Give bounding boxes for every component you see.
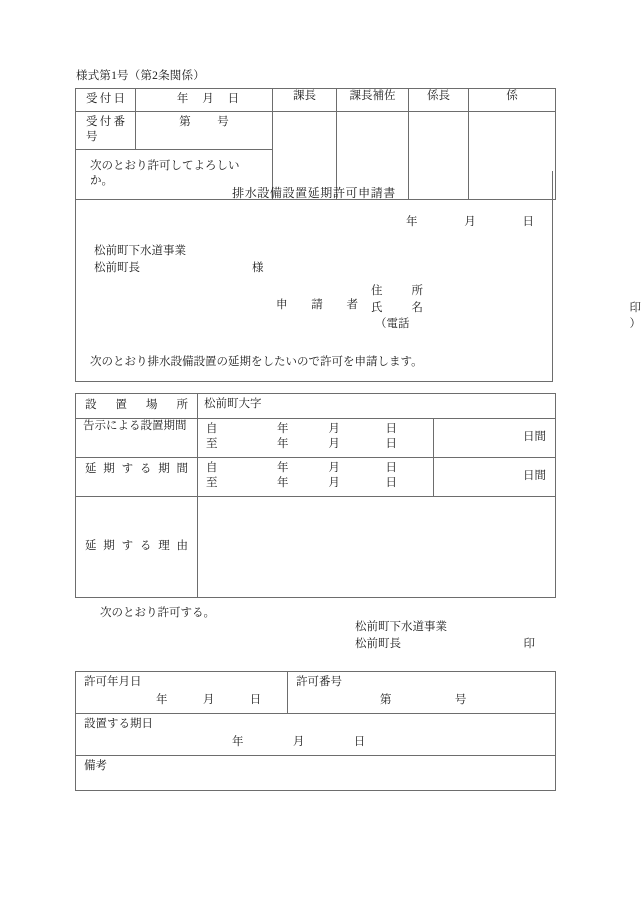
permit-table <box>75 671 556 791</box>
application-date[interactable] <box>406 213 534 229</box>
table-row <box>76 457 556 496</box>
application-statement: 次のとおり排水設備設置の延期をしたいので許可を申請します。 <box>90 356 423 368</box>
permission-seal-icon: 印 <box>523 638 535 651</box>
permission-signer-title: 松前町長 <box>355 638 401 651</box>
install-date-year: 年 <box>232 735 244 748</box>
table-row <box>76 394 556 419</box>
applicant-name-row[interactable] <box>371 300 641 317</box>
install-date-value <box>84 735 547 751</box>
approval-question-text: 次のとおり許可してよろしいか。 <box>90 159 240 188</box>
page-title: 排水設備設置延期許可申請書 <box>232 186 396 200</box>
applicant-address-label: 住所 <box>371 285 423 297</box>
extension-period-to-year: 年 <box>277 477 289 490</box>
permission-statement: 次のとおり許可する。 <box>100 607 215 619</box>
receipt-date-day: 日 <box>227 93 240 105</box>
reason-label-cell <box>76 496 198 597</box>
receipt-date-label-cell <box>76 89 136 112</box>
reason-value <box>198 497 555 503</box>
form-number-caption: 様式第1号（第2条関係） <box>76 70 205 82</box>
addressee-org: 松前町下水道事業 <box>94 245 186 257</box>
permit-number-label: 許可番号 <box>296 676 342 688</box>
extension-period-days-label: 日間 <box>523 469 546 482</box>
addressee-line <box>94 260 264 277</box>
applicant-phone-close: ） <box>629 318 641 331</box>
applicant-label: 申請者 <box>276 299 358 311</box>
extension-period-value-cell[interactable] <box>198 457 434 496</box>
location-label-cell <box>76 394 198 419</box>
approval-header-kacho: 課長 <box>273 89 337 112</box>
permit-date-month: 月 <box>202 693 215 706</box>
applicant-phone-row[interactable] <box>371 316 641 333</box>
table-row <box>76 496 556 597</box>
notified-period-to-label: 至 <box>206 438 218 451</box>
receipt-number-label: 受付番号 <box>86 115 125 144</box>
notified-period-from-year: 年 <box>277 422 289 435</box>
approval-header-kakaricho: 係長 <box>409 89 469 112</box>
notified-period-label: 告示による設置期間 <box>83 419 187 432</box>
receipt-date-year: 年 <box>176 93 189 105</box>
extension-period-to-day: 日 <box>385 477 398 490</box>
notified-period-days-label: 日間 <box>523 430 546 443</box>
notified-period-to-day: 日 <box>385 438 398 451</box>
receipt-number-value-cell[interactable] <box>136 111 273 149</box>
extension-period-days-cell[interactable] <box>434 457 556 496</box>
table-row <box>76 89 556 112</box>
notified-period-days-cell[interactable] <box>434 418 556 457</box>
applicant-address-row[interactable] <box>371 283 641 300</box>
permit-date-year: 年 <box>156 693 168 706</box>
notified-period-to-row <box>198 437 433 453</box>
application-body-box <box>75 171 641 382</box>
receipt-number-dai: 第 <box>179 115 191 128</box>
receipt-number-label-cell <box>76 111 136 149</box>
notified-period-to-month: 月 <box>328 438 340 451</box>
permit-date-label: 許可年月日 <box>84 676 142 688</box>
receipt-date-value-cell[interactable] <box>136 89 273 112</box>
applicant-seal-icon: 印 <box>629 301 641 314</box>
extension-period-to-label: 至 <box>206 477 218 490</box>
permit-number-cell[interactable] <box>288 672 556 714</box>
install-date-day: 日 <box>353 735 366 748</box>
extension-period-from-row <box>198 461 433 477</box>
addressee-honorific: 様 <box>252 262 264 275</box>
install-date-label: 設置する期日 <box>84 718 153 731</box>
application-date-year: 年 <box>406 216 418 228</box>
notified-period-to-year: 年 <box>277 438 289 451</box>
table-row <box>76 111 556 149</box>
applicant-name-label: 氏名 <box>371 301 423 314</box>
approval-header-kachohosa: 課長補佐 <box>337 89 409 112</box>
receipt-date-month: 月 <box>202 93 214 105</box>
applicant-phone-label: （電話 <box>375 318 410 331</box>
applicant-block <box>276 283 641 333</box>
permission-signer-block <box>355 619 535 654</box>
notified-period-from-row <box>198 422 433 438</box>
notified-period-from-label: 自 <box>206 422 218 435</box>
permission-signer-org: 松前町下水道事業 <box>355 621 447 633</box>
addressee-block <box>94 243 264 278</box>
extension-period-label: 延期する期間 <box>85 462 188 475</box>
notified-period-from-day: 日 <box>385 422 398 435</box>
extension-period-label-cell <box>76 457 198 496</box>
extension-period-to-month: 月 <box>328 477 340 490</box>
receipt-date-label: 受付日 <box>86 93 125 105</box>
detail-table <box>75 393 556 598</box>
location-value-cell[interactable] <box>198 394 556 419</box>
notified-period-from-month: 月 <box>328 422 340 435</box>
location-label: 設置場所 <box>85 399 188 411</box>
location-value: 松前町大字 <box>204 398 262 410</box>
extension-period-from-label: 自 <box>206 461 218 474</box>
table-row <box>76 418 556 457</box>
extension-period-from-month: 月 <box>328 461 340 474</box>
permit-date-day: 日 <box>249 693 262 706</box>
reason-label: 延期する理由 <box>85 539 188 552</box>
permit-number-value <box>296 693 547 709</box>
table-row <box>76 756 556 791</box>
install-date-month: 月 <box>292 735 305 748</box>
application-date-day: 日 <box>522 216 534 228</box>
notes-cell[interactable] <box>76 756 556 791</box>
permit-number-gou: 号 <box>454 693 467 706</box>
permit-number-dai: 第 <box>380 693 392 706</box>
permit-date-cell[interactable] <box>76 672 288 714</box>
approval-header-kakari: 係 <box>469 89 556 112</box>
receipt-number-gou: 号 <box>217 115 229 128</box>
notified-period-value-cell[interactable] <box>198 418 434 457</box>
notified-period-label-cell <box>76 418 198 457</box>
table-row <box>76 714 556 756</box>
applicant-fields <box>371 283 641 333</box>
extension-period-from-day: 日 <box>385 461 398 474</box>
reason-value-cell[interactable] <box>198 496 556 597</box>
permission-signer-line <box>355 636 535 653</box>
notes-label: 備考 <box>84 760 107 773</box>
extension-period-from-year: 年 <box>277 461 289 474</box>
addressee-title: 松前町長 <box>94 262 140 275</box>
permit-date-value <box>84 693 279 709</box>
install-date-cell[interactable] <box>76 714 556 756</box>
table-row <box>76 672 556 714</box>
extension-period-to-row <box>198 476 433 492</box>
application-date-month: 月 <box>464 216 476 228</box>
